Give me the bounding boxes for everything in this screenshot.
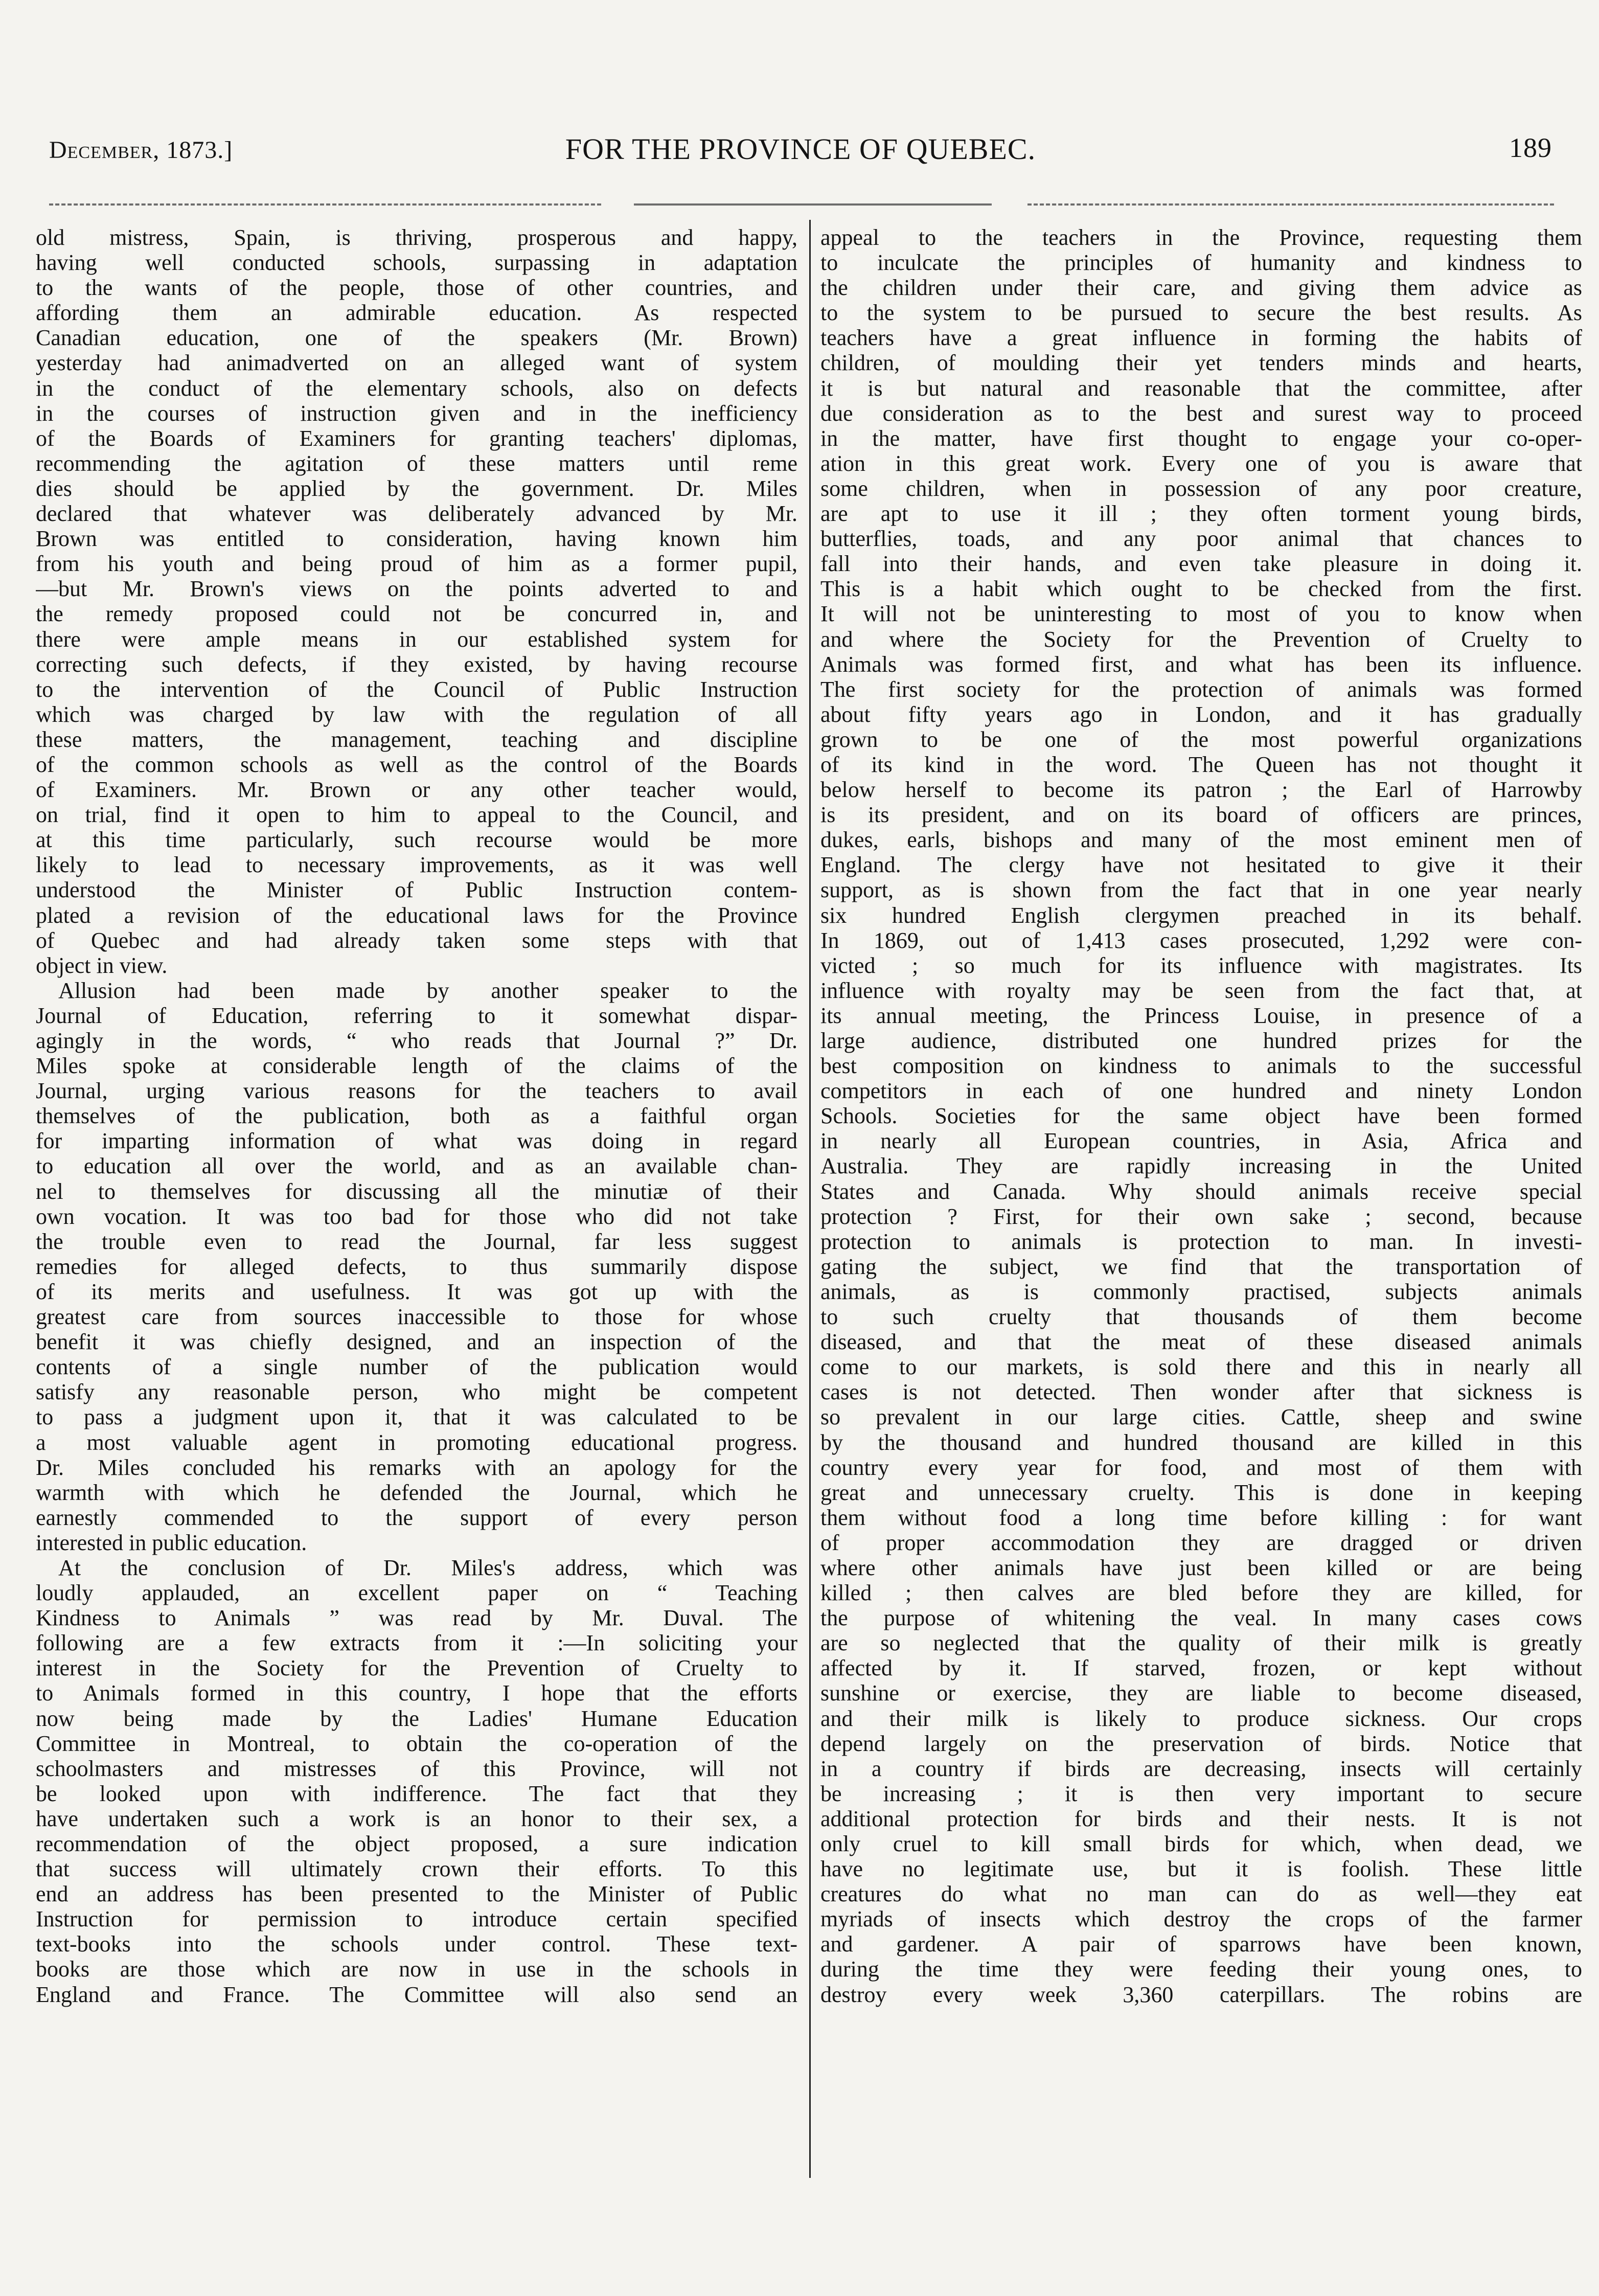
- text-line: animals, as is commonly practised, subjects animals: [820, 1279, 1582, 1304]
- text-line: and their milk is likely to produce sickness. Our crops: [820, 1706, 1582, 1731]
- text-line: having well conducted schools, surpassing in adaptation: [36, 250, 797, 276]
- text-line: likely to lead to necessary improvements, as it was well: [36, 852, 797, 878]
- text-line: best composition on kindness to animals to the successful: [820, 1053, 1582, 1079]
- text-line: in the matter, have first thought to engage your co-oper-: [820, 425, 1582, 451]
- text-line: destroy every week 3,360 caterpillars. The robins are: [820, 1982, 1582, 2007]
- text-line: six hundred English clergymen preached in its behalf.: [820, 902, 1582, 928]
- text-line: nel to themselves for discussing all the minutiæ of their: [36, 1178, 797, 1204]
- text-line: about fifty years ago in London, and it has gradually: [820, 701, 1582, 727]
- text-line: remedies for alleged defects, to thus summarily dispose: [36, 1254, 797, 1279]
- page-number: 189: [1509, 132, 1552, 163]
- text-line: killed ; then calves are bled before they are killed, for: [820, 1580, 1582, 1606]
- text-line: plated a revision of the educational laws for the Province: [36, 902, 797, 928]
- text-line: have no legitimate use, but it is foolish. These little: [820, 1856, 1582, 1882]
- header-rule-center: [634, 203, 992, 206]
- text-line: to such cruelty that thousands of them become: [820, 1304, 1582, 1330]
- text-line: on trial, find it open to him to appeal to the Council, and: [36, 802, 797, 828]
- text-line: In 1869, out of 1,413 cases prosecuted, 1,292 were con-: [820, 927, 1582, 953]
- text-line: following are a few extracts from it :—In soliciting your: [36, 1630, 797, 1656]
- text-line: there were ample means in our established system for: [36, 626, 797, 652]
- text-line: text-books into the schools under control. These text-: [36, 1931, 797, 1957]
- text-line: are apt to use it ill ; they often torment young birds,: [820, 501, 1582, 527]
- text-line: for imparting information of what was doing in regard: [36, 1128, 797, 1154]
- text-line: where other animals have just been killed or are being: [820, 1555, 1582, 1580]
- text-line: to education all over the world, and as an available chan-: [36, 1153, 797, 1179]
- text-line: have undertaken such a work is an honor to their sex, a: [36, 1806, 797, 1831]
- text-line: satisfy any reasonable person, who might be competent: [36, 1379, 797, 1405]
- text-line: them without food a long time before killing : for want: [820, 1505, 1582, 1530]
- text-line: At the conclusion of Dr. Miles's address, which was: [58, 1555, 797, 1580]
- text-line: and where the Society for the Prevention of Cruelty to: [820, 626, 1582, 652]
- text-line: by the thousand and hundred thousand are killed in this: [820, 1429, 1582, 1455]
- text-line: these matters, the management, teaching and discipline: [36, 726, 797, 752]
- text-line: are so neglected that the quality of their milk is greatly: [820, 1630, 1582, 1656]
- text-line: large audience, distributed one hundred prizes for the: [820, 1028, 1582, 1053]
- text-line: schoolmasters and mistresses of this Province, will not: [36, 1756, 797, 1781]
- text-line: to the wants of the people, those of other countries, and: [36, 275, 797, 301]
- text-line: great and unnecessary cruelty. This is done in keeping: [820, 1480, 1582, 1505]
- text-line: own vocation. It was too bad for those who did not take: [36, 1203, 797, 1229]
- text-line: sunshine or exercise, they are liable to become diseased,: [820, 1680, 1582, 1706]
- text-line: below herself to become its patron ; the Earl of Harrowby: [820, 777, 1582, 803]
- text-line: end an address has been presented to the Minister of Public: [36, 1881, 797, 1907]
- text-line: cases is not detected. Then wonder after that sickness is: [820, 1379, 1582, 1405]
- text-line: declared that whatever was deliberately advanced by Mr.: [36, 501, 797, 527]
- text-line: Dr. Miles concluded his remarks with an apology for the: [36, 1454, 797, 1480]
- text-line: Instruction for permission to introduce certain specified: [36, 1906, 797, 1932]
- text-line: loudly applauded, an excellent paper on “ Teaching: [36, 1580, 797, 1606]
- text-line: Brown was entitled to consideration, having known him: [36, 526, 797, 552]
- text-line: Schools. Societies for the same object have been formed: [820, 1103, 1582, 1129]
- right-text-column: [820, 225, 1582, 2157]
- text-line: Committee in Montreal, to obtain the co-operation of the: [36, 1731, 797, 1756]
- text-line: diseased, and that the meat of these diseased animals: [820, 1329, 1582, 1355]
- text-line: and gardener. A pair of sparrows have been known,: [820, 1931, 1582, 1957]
- text-line: warmth with which he defended the Journal, which he: [36, 1480, 797, 1505]
- text-line: Journal of Education, referring to it somewhat dispar-: [36, 1003, 797, 1028]
- text-line: be increasing ; it is then very important to secure: [820, 1781, 1582, 1806]
- text-line: the purpose of whitening the veal. In many cases cows: [820, 1605, 1582, 1631]
- text-line: of the Boards of Examiners for granting teachers' diplomas,: [36, 425, 797, 451]
- text-line: dukes, earls, bishops and many of the most eminent men of: [820, 827, 1582, 853]
- text-line: interest in the Society for the Prevention of Cruelty to: [36, 1655, 797, 1681]
- text-line: benefit it was chiefly designed, and an inspection of the: [36, 1329, 797, 1355]
- text-line: Australia. They are rapidly increasing in the United: [820, 1153, 1582, 1179]
- text-line: understood the Minister of Public Instruction contem-: [36, 877, 797, 903]
- text-line: depend largely on the preservation of birds. Notice that: [820, 1731, 1582, 1756]
- text-line: affected by it. If starved, frozen, or kept without: [820, 1655, 1582, 1681]
- text-line: gating the subject, we find that the transportation of: [820, 1254, 1582, 1279]
- text-line: of Quebec and had already taken some steps with that: [36, 927, 797, 953]
- text-line: only cruel to kill small birds for which, when dead, we: [820, 1831, 1582, 1856]
- text-line: Miles spoke at considerable length of the claims of the: [36, 1053, 797, 1079]
- text-line: victed ; so much for its influence with magistrates. Its: [820, 952, 1582, 978]
- text-line: influence with royalty may be seen from the fact that, at: [820, 977, 1582, 1003]
- text-line: correcting such defects, if they existed, by having recourse: [36, 651, 797, 677]
- text-line: to the intervention of the Council of Public Instruction: [36, 676, 797, 702]
- text-line: of Examiners. Mr. Brown or any other teacher would,: [36, 777, 797, 803]
- text-line: greatest care from sources inaccessible to those for whose: [36, 1304, 797, 1330]
- text-line: of proper accommodation they are dragged or driven: [820, 1530, 1582, 1555]
- text-line: earnestly commended to the support of every person: [36, 1505, 797, 1530]
- text-line: additional protection for birds and their nests. It is not: [820, 1806, 1582, 1831]
- text-line: themselves of the publication, both as a faithful organ: [36, 1103, 797, 1129]
- text-line: come to our markets, is sold there and this in nearly all: [820, 1354, 1582, 1380]
- header-title: FOR THE PROVINCE OF QUEBEC.: [565, 132, 1036, 166]
- text-line: myriads of insects which destroy the crops of the farmer: [820, 1906, 1582, 1932]
- text-line: appeal to the teachers in the Province, requesting them: [820, 225, 1582, 250]
- text-line: which was charged by law with the regulation of all: [36, 701, 797, 727]
- text-line: be looked upon with indifference. The fact that they: [36, 1781, 797, 1806]
- text-line: from his youth and being proud of him as a former pupil,: [36, 551, 797, 577]
- text-line: in the courses of instruction given and in the inefficiency: [36, 400, 797, 426]
- text-line: old mistress, Spain, is thriving, prosperous and happy,: [36, 225, 797, 250]
- text-line: Allusion had been made by another speaker to the: [58, 977, 797, 1003]
- text-line: fall into their hands, and even take pleasure in doing it.: [820, 551, 1582, 577]
- text-line: agingly in the words, “ who reads that Journal ?” Dr.: [36, 1028, 797, 1053]
- text-line: of its kind in the word. The Queen has not thought it: [820, 752, 1582, 777]
- text-line: recommendation of the object proposed, a sure indication: [36, 1831, 797, 1856]
- text-line: that success will ultimately crown their efforts. To this: [36, 1856, 797, 1882]
- running-header: [49, 132, 1552, 173]
- text-line: teachers have a great influence in forming the habits of: [820, 325, 1582, 351]
- text-line: dies should be applied by the government. Dr. Miles: [36, 475, 797, 501]
- text-line: Journal, urging various reasons for the teachers to avail: [36, 1078, 797, 1104]
- text-line: its annual meeting, the Princess Louise, in presence of a: [820, 1003, 1582, 1028]
- text-line: competitors in each of one hundred and ninety London: [820, 1078, 1582, 1104]
- text-line: the trouble even to read the Journal, far less suggest: [36, 1229, 797, 1254]
- text-line: support, as is shown from the fact that in one year nearly: [820, 877, 1582, 903]
- text-line: —but Mr. Brown's views on the points adverted to and: [36, 576, 797, 602]
- text-line: during the time they were feeding their young ones, to: [820, 1957, 1582, 1982]
- text-line: affording them an admirable education. As respected: [36, 300, 797, 326]
- text-line: protection to animals is protection to man. In investi-: [820, 1229, 1582, 1254]
- text-line: ation in this great work. Every one of you is aware that: [820, 450, 1582, 476]
- text-line: creatures do what no man can do as well—they eat: [820, 1881, 1582, 1907]
- text-line: is its president, and on its board of officers are princes,: [820, 802, 1582, 828]
- header-date: December, 1873.]: [49, 137, 233, 164]
- text-line: Canadian education, one of the speakers (Mr. Brown): [36, 325, 797, 351]
- text-line: a most valuable agent in promoting educational progress.: [36, 1429, 797, 1455]
- header-rule-right: [1027, 203, 1554, 206]
- text-line: at this time particularly, such recourse would be more: [36, 827, 797, 853]
- text-line: it is but natural and reasonable that the committee, after: [820, 375, 1582, 401]
- left-text-column: [36, 225, 797, 2157]
- column-divider: [809, 220, 811, 2178]
- text-line: object in view.: [36, 952, 168, 978]
- text-line: in the conduct of the elementary schools, also on defects: [36, 375, 797, 401]
- text-line: Animals was formed first, and what has been its influence.: [820, 651, 1582, 677]
- text-line: to inculcate the principles of humanity and kindness to: [820, 250, 1582, 276]
- text-line: books are those which are now in use in the schools in: [36, 1957, 797, 1982]
- text-line: country every year for food, and most of them with: [820, 1454, 1582, 1480]
- text-line: the remedy proposed could not be concurred in, and: [36, 601, 797, 627]
- text-line: States and Canada. Why should animals receive special: [820, 1178, 1582, 1204]
- text-line: England. The clergy have not hesitated to give it their: [820, 852, 1582, 878]
- text-line: Kindness to Animals ” was read by Mr. Duval. The: [36, 1605, 797, 1631]
- text-line: contents of a single number of the publication would: [36, 1354, 797, 1380]
- text-line: The first society for the protection of animals was formed: [820, 676, 1582, 702]
- text-line: in a country if birds are decreasing, insects will certainly: [820, 1756, 1582, 1781]
- text-line: of its merits and usefulness. It was got up with the: [36, 1279, 797, 1304]
- text-line: now being made by the Ladies' Humane Education: [36, 1706, 797, 1731]
- text-line: to Animals formed in this country, I hope that the efforts: [36, 1680, 797, 1706]
- text-line: the children under their care, and giving them advice as: [820, 275, 1582, 301]
- text-line: interested in public education.: [36, 1530, 307, 1555]
- text-line: grown to be one of the most powerful organizations: [820, 726, 1582, 752]
- text-line: in nearly all European countries, in Asia, Africa and: [820, 1128, 1582, 1154]
- text-line: so prevalent in our large cities. Cattle, sheep and swine: [820, 1404, 1582, 1430]
- text-line: children, of moulding their yet tenders minds and hearts,: [820, 350, 1582, 376]
- text-line: England and France. The Committee will also send an: [36, 1982, 797, 2007]
- text-line: butterflies, toads, and any poor animal that chances to: [820, 526, 1582, 552]
- text-line: of the common schools as well as the control of the Boards: [36, 752, 797, 777]
- text-line: to the system to be pursued to secure the best results. As: [820, 300, 1582, 326]
- text-line: protection ? First, for their own sake ; second, because: [820, 1203, 1582, 1229]
- text-line: This is a habit which ought to be checked from the first.: [820, 576, 1582, 602]
- text-line: yesterday had animadverted on an alleged want of system: [36, 350, 797, 376]
- text-line: It will not be uninteresting to most of you to know when: [820, 601, 1582, 627]
- text-line: due consideration as to the best and surest way to proceed: [820, 400, 1582, 426]
- text-line: to pass a judgment upon it, that it was calculated to be: [36, 1404, 797, 1430]
- text-line: recommending the agitation of these matters until reme: [36, 450, 797, 476]
- text-line: some children, when in possession of any poor creature,: [820, 475, 1582, 501]
- header-rule-left: [49, 203, 601, 206]
